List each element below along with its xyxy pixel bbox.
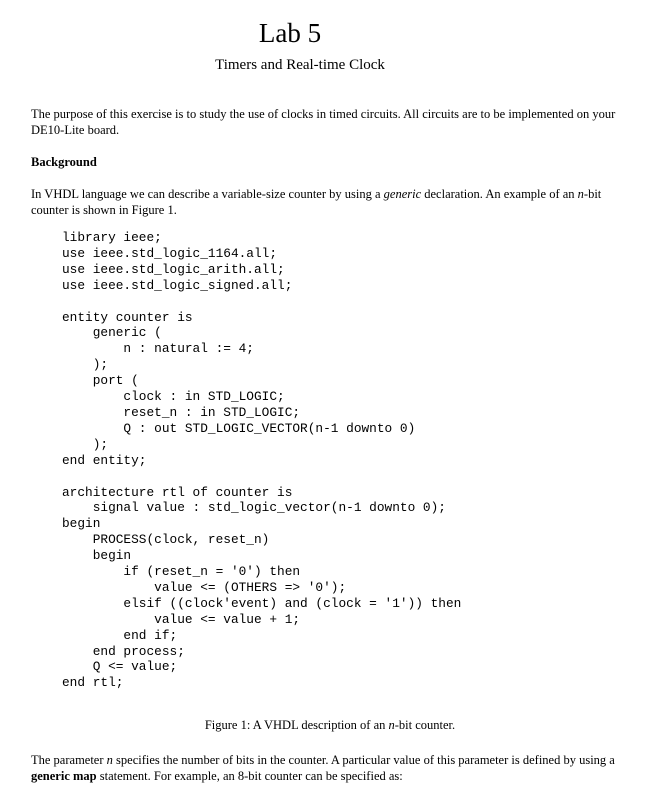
n-variable: n — [577, 187, 584, 201]
code-line: end process; — [62, 643, 185, 659]
code-line: Q : out STD_LOGIC_VECTOR(n-1 downto 0) — [62, 420, 416, 436]
generic-map-keyword: generic map — [31, 769, 97, 783]
code-line: generic ( — [62, 325, 162, 341]
code-line: elsif ((clock'event) and (clock = '1')) then — [62, 595, 462, 611]
code-line: end entity; — [62, 452, 147, 468]
text-run: declaration. An example of an — [421, 187, 578, 201]
code-line: clock : in STD_LOGIC; — [62, 389, 285, 405]
code-line: ); — [62, 436, 109, 452]
text-run: -bit counter is shown in Figure 1. — [31, 187, 602, 217]
figure-caption — [0, 717, 660, 733]
code-line: ); — [62, 357, 109, 373]
n-variable: n — [106, 753, 113, 767]
page-title: Lab 5 — [258, 18, 322, 48]
text-run: specifies the number of bits in the counter. A particular value of this parameter is defined by using a — [112, 753, 615, 767]
vhdl-code-block — [62, 230, 461, 691]
code-line: architecture rtl of counter is — [62, 484, 293, 500]
intro-paragraph: The purpose of this exercise is to study the use of clocks in timed circuits. All circuits are to be implemented on your DE10-Lite board. — [31, 107, 616, 137]
code-line: end if; — [62, 627, 178, 643]
caption-text: Figure 1: A VHDL description of an — [204, 718, 389, 732]
code-line: use ieee.std_logic_signed.all; — [62, 277, 293, 293]
generic-keyword: generic — [383, 187, 422, 201]
code-line: entity counter is — [62, 309, 193, 325]
code-line: value <= (OTHERS => '0'); — [62, 579, 347, 595]
code-line: signal value : std_logic_vector(n-1 downto 0); — [62, 500, 446, 516]
code-line: use ieee.std_logic_arith.all; — [62, 261, 285, 277]
code-line: if (reset_n = '0') then — [62, 564, 301, 580]
code-line: Q <= value; — [62, 659, 178, 675]
code-line: end rtl; — [62, 675, 124, 691]
page-subtitle: Timers and Real-time Clock — [215, 57, 385, 73]
code-line: library ieee; — [62, 230, 162, 245]
code-line: n : natural := 4; — [62, 341, 254, 357]
code-line: reset_n : in STD_LOGIC; — [62, 404, 301, 420]
background-paragraph — [31, 186, 641, 218]
code-line: value <= value + 1; — [62, 611, 301, 627]
code-line: begin — [62, 548, 132, 564]
text-run: In VHDL language we can describe a variable-size counter by using a — [31, 187, 384, 201]
caption-text: -bit counter. — [394, 718, 456, 732]
code-line: PROCESS(clock, reset_n) — [62, 532, 270, 548]
code-line: begin — [62, 516, 101, 532]
code-line: use ieee.std_logic_1164.all; — [62, 245, 278, 261]
text-run: The parameter — [31, 753, 107, 767]
n-variable: n — [388, 718, 395, 732]
code-line: port ( — [62, 373, 139, 389]
text-run: statement. For example, an 8-bit counter can be specified as: — [96, 769, 403, 783]
background-heading: Background — [31, 155, 97, 169]
parameter-paragraph — [31, 752, 641, 784]
